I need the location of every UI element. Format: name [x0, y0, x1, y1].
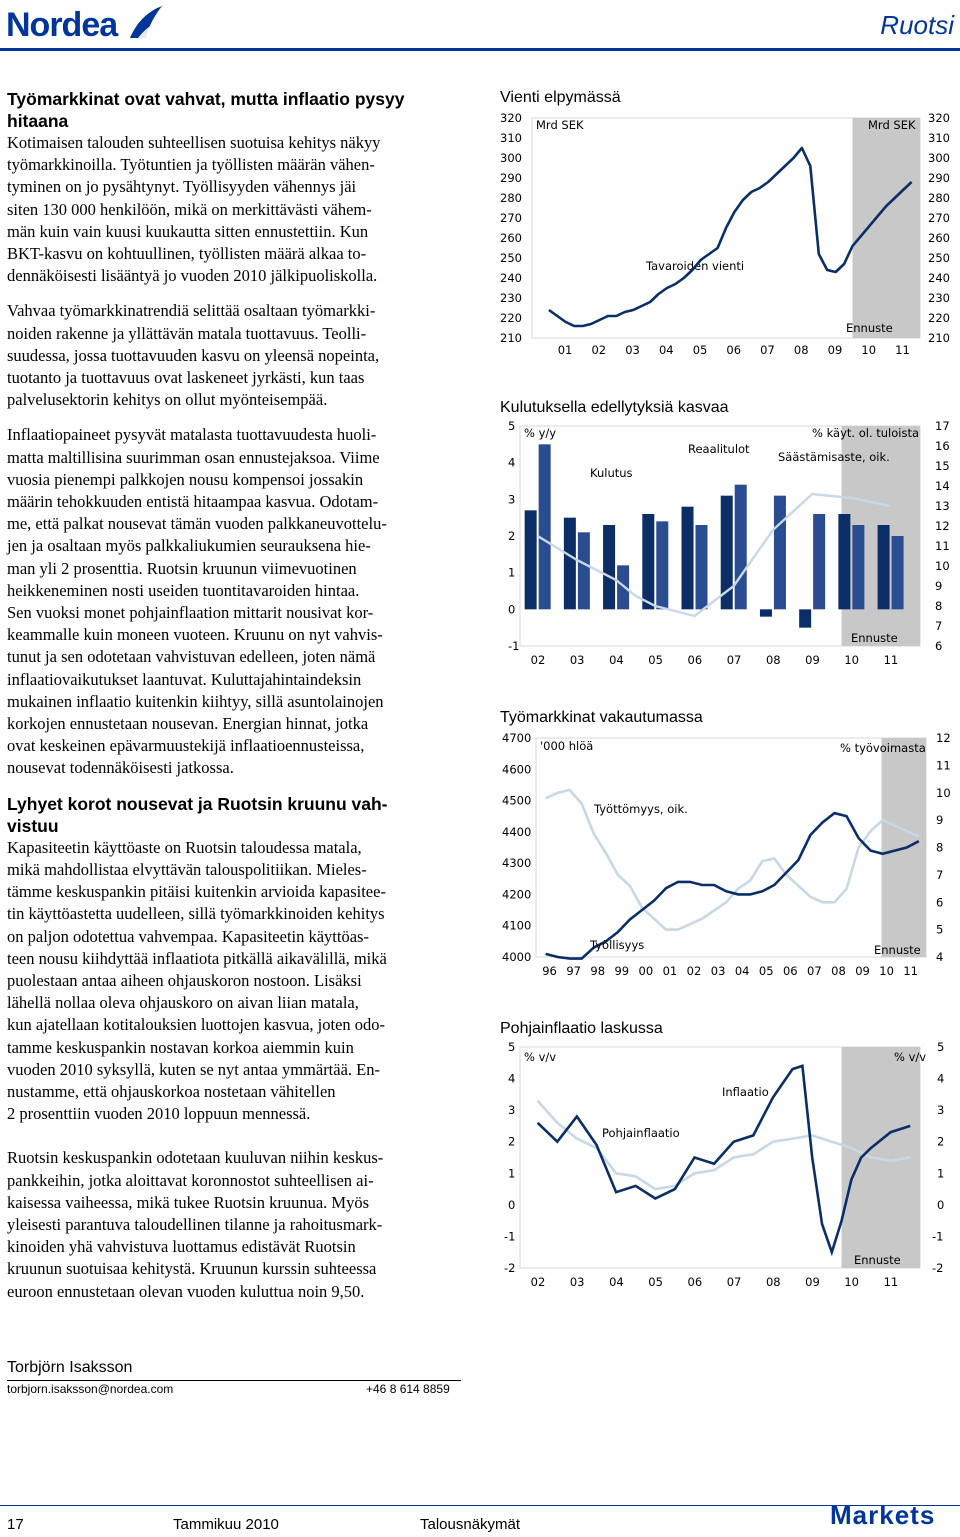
text-line: Inflaatiopaineet pysyvät matalasta tuottavuudesta huoli-: [7, 425, 377, 445]
heading-line: hitaana: [7, 111, 69, 131]
x-tick: 01: [662, 964, 678, 978]
x-tick: 06: [687, 1275, 703, 1289]
text-line: jen ja osaltaan myös palkkaliukumien seurauksena hie-: [7, 536, 371, 556]
chart-consumption-svg: [496, 415, 956, 675]
paragraph-1: [7, 132, 461, 287]
text-line: työmarkkinoilla. Työtuntien ja työllisten määrän vähen-: [7, 155, 375, 175]
y-tick-left: 210: [500, 331, 522, 345]
bar-kulutus: [682, 507, 694, 610]
unit-left: % y/y: [524, 426, 557, 440]
chart-labour: [496, 725, 956, 990]
chart-exports-title: Vienti elpymässä: [500, 89, 621, 106]
y-tick-left: 320: [500, 111, 522, 125]
paragraph-4: [7, 837, 461, 1126]
y-tick-left: 4000: [502, 950, 532, 964]
paragraph-2: [7, 300, 461, 411]
x-tick: 11: [903, 964, 918, 978]
y-tick-left: -2: [504, 1261, 516, 1275]
text-line: teen nousu kiihdyttää inflaatiota pitkällä aikavälillä, mikä: [7, 948, 387, 968]
text-line: mikä mahdollistaa elvyttävän talouspolitiikan. Mieles-: [7, 859, 367, 879]
heading-rates: [7, 793, 461, 837]
x-tick: 97: [566, 964, 581, 978]
region-label: Ruotsi: [880, 10, 954, 40]
text-line: vuoden 2010 syksyllä, kuten se nyt antaa ymmärtää. En-: [7, 1059, 380, 1079]
footer-divider: [0, 1505, 960, 1506]
x-tick: 03: [569, 1275, 585, 1289]
x-tick: 02: [530, 1275, 546, 1289]
heading-labour-market: [7, 88, 461, 132]
bar-reaalitulot: [852, 525, 864, 609]
y-tick-right: 310: [928, 131, 950, 145]
bar-reaalitulot: [774, 496, 786, 610]
text-line: määrin tehokkuuden entistä hitaampaa kasvua. Odotam-: [7, 492, 379, 512]
y-tick-left: 3: [508, 492, 516, 507]
text-line: siten 130 000 henkilöön, mikä on merkittävästi vähem-: [7, 199, 372, 219]
x-tick: 08: [831, 964, 846, 978]
text-line: Sen vuoksi monet pohjainflaation mittarit nousivat kor-: [7, 603, 374, 623]
y-tick-right: 13: [935, 499, 950, 513]
y-tick-left: 270: [500, 211, 522, 225]
y-tick-left: 0: [508, 602, 516, 617]
y-tick-left: 4200: [502, 887, 532, 902]
nordea-sail-icon: [126, 4, 164, 40]
text-line: Ruotsin keskuspankin odotetaan kuuluvan niihin keskus-: [7, 1148, 384, 1168]
text-line: noiden rakenne ja yllättävän matala tuottavuus. Teolli-: [7, 323, 367, 343]
y-tick-right: 320: [928, 111, 950, 125]
x-tick: 10: [861, 343, 877, 357]
bar-kulutus: [799, 609, 811, 627]
y-tick-right: 220: [928, 311, 950, 325]
y-tick-left: 4: [508, 455, 516, 470]
y-tick-left: 4100: [502, 918, 532, 933]
y-tick-right: 270: [928, 211, 950, 225]
bar-kulutus: [642, 514, 654, 609]
series-label-exports: Tavaroiden vienti: [646, 259, 745, 273]
text-line: kun ajatellaan kotitalouksien luottojen kasvua, joten odo-: [7, 1015, 386, 1035]
label-core-inflation: Pohjainflaatio: [602, 1126, 680, 1140]
unit-right: % v/v: [894, 1050, 927, 1064]
text-line: BKT-kasvu on kohtuullinen, työllisten määrä alkaa to-: [7, 244, 367, 264]
y-tick-right: 11: [936, 758, 951, 773]
heading-line: vistuu: [7, 815, 59, 836]
y-tick-right: 12: [935, 519, 950, 533]
y-tick-right: 240: [928, 271, 950, 285]
x-tick: 02: [530, 653, 546, 667]
y-tick-right: 15: [935, 459, 950, 473]
unit-left: '000 hlöä: [540, 739, 594, 753]
x-tick: 04: [734, 964, 750, 978]
author-email[interactable]: torbjorn.isaksson@nordea.com: [7, 1382, 174, 1396]
y-tick-right: 280: [928, 191, 950, 205]
text-line: kinoiden yhä vahvistuva luottamus edistävät Ruotsin: [7, 1237, 356, 1257]
header-divider: [0, 48, 960, 51]
unit-right: % työvoimasta: [840, 741, 926, 755]
y-tick-left: 4: [508, 1071, 516, 1086]
bar-reaalitulot: [892, 536, 904, 609]
label-employment: Työllisyys: [590, 938, 645, 952]
unit-left: % v/v: [524, 1050, 557, 1064]
x-tick: 10: [844, 653, 860, 667]
text-line: man yli 2 prosenttia. Ruotsin kruunun viimevuotinen: [7, 558, 357, 578]
text-line: ovat keskeinen epävarmuustekijä inflaatioennusteissa,: [7, 736, 365, 756]
series-line-employment: [546, 813, 919, 959]
chart-labour-svg: [496, 725, 956, 985]
bar-kulutus: [603, 525, 615, 609]
bar-reaalitulot: [539, 444, 551, 609]
forecast-label: Ennuste: [874, 943, 921, 957]
text-line: on paljon odotettua vahvempaa. Kapasiteetin käyttöas-: [7, 926, 369, 946]
text-line: tin käyttöastetta uudelleen, sillä työmarkkinoiden kehitys: [7, 904, 385, 924]
text-line: suudessa, jossa tuottavuuden kasvu on yleensä nopeinta,: [7, 345, 380, 365]
chart-inflation-title: Pohjainflaatio laskussa: [500, 1020, 663, 1037]
page-number: 17: [7, 1516, 24, 1533]
x-tick: 08: [765, 653, 781, 667]
y-tick-right: 8: [935, 599, 943, 613]
y-tick-right: 10: [935, 559, 950, 573]
x-tick: 10: [844, 1275, 860, 1289]
y-tick-right: 9: [936, 813, 944, 828]
text-line: pankkeihin, jotka aloittavat koronnostot suhteellisen ai-: [7, 1170, 374, 1190]
y-tick-right: 11: [935, 539, 950, 553]
text-line: vuosia pienempi palkkojen nousu kompensoi jossakin: [7, 469, 364, 489]
heading-line: Lyhyet korot nousevat ja Ruotsin kruunu vah-: [7, 793, 388, 814]
text-line: inflaatiovaikutukset laantuvat. Kuluttajahintaindeksin: [7, 669, 362, 689]
y-tick-right: 230: [928, 291, 950, 305]
x-tick: 06: [726, 343, 742, 357]
y-tick-right: 300: [928, 151, 950, 165]
x-tick: 05: [648, 653, 663, 667]
y-tick-right: 2: [937, 1134, 945, 1149]
y-tick-left: 0: [508, 1197, 516, 1212]
label-kulutus: Kulutus: [590, 466, 633, 480]
y-tick-left: 4400: [502, 824, 532, 839]
label-inflation: Inflaatio: [722, 1085, 769, 1099]
x-tick: 03: [569, 653, 585, 667]
y-tick-right: 14: [935, 479, 950, 493]
bar-reaalitulot: [735, 485, 747, 610]
x-tick: 08: [793, 343, 809, 357]
x-tick: 02: [591, 343, 607, 357]
chart-consumption: [496, 415, 956, 680]
x-tick: 11: [895, 343, 910, 357]
text-line: dennäköisesti lisääntyä jo vuoden 2010 jälkipuoliskolla.: [7, 266, 378, 286]
x-tick: 04: [609, 1275, 624, 1289]
y-tick-right: 7: [936, 867, 944, 882]
y-tick-right: 6: [936, 895, 944, 910]
bar-kulutus: [760, 609, 772, 616]
x-tick: 99: [614, 964, 630, 978]
y-tick-left: 5: [508, 1040, 516, 1054]
x-tick: 07: [726, 653, 742, 667]
y-tick-right: 290: [928, 171, 950, 185]
x-tick: 09: [805, 653, 820, 667]
x-tick: 07: [807, 964, 822, 978]
text-line: heikkeneminen nosti useiden tuontitavaroiden hintaa.: [7, 580, 360, 600]
y-tick-right: 9: [935, 579, 943, 593]
text-line: tunut ja sen odotetaan vahvistuvan edelleen, joten nämä: [7, 647, 376, 667]
y-tick-left: 1: [508, 1166, 516, 1181]
unit-left: Mrd SEK: [536, 118, 584, 132]
y-tick-right: 17: [935, 419, 950, 433]
text-line: yleisesti parantuva taloudellinen tilanne ja rahoitusmark-: [7, 1214, 383, 1234]
logo-text: Nordea: [6, 6, 118, 44]
x-tick: 03: [710, 964, 726, 978]
x-tick: 05: [648, 1275, 663, 1289]
unit-right: Mrd SEK: [868, 118, 916, 132]
y-tick-left: 310: [500, 131, 522, 145]
y-tick-right: 1: [937, 1166, 945, 1181]
y-tick-left: -1: [508, 639, 520, 653]
y-tick-left: 260: [500, 231, 522, 245]
bar-kulutus: [525, 510, 537, 609]
x-tick: 11: [883, 1275, 899, 1289]
y-tick-left: 240: [500, 271, 522, 285]
y-tick-left: 4500: [502, 793, 532, 808]
x-tick: 04: [658, 343, 674, 357]
y-tick-right: 7: [935, 619, 943, 633]
markets-logo: Markets: [830, 1500, 936, 1530]
footer-publication: Talousnäkymät: [420, 1516, 521, 1533]
heading-line: Työmarkkinat ovat vahvat, mutta inflaatio pysyy: [7, 89, 405, 109]
x-tick: 09: [827, 343, 843, 357]
chart-exports: [496, 105, 956, 370]
text-line: euroon ennustetaan olevan vuoden kuluttua noin 9,50.: [7, 1281, 365, 1301]
label-unemployment: Työttömyys, oik.: [594, 802, 688, 816]
x-tick: 06: [687, 653, 703, 667]
x-tick: 05: [758, 964, 774, 978]
bar-reaalitulot: [813, 514, 825, 609]
text-line: lähellä nollaa oleva ohjauskoro on aivan liian matala,: [7, 993, 359, 1013]
author-name: Torbjörn Isaksson: [7, 1359, 133, 1376]
bar-reaalitulot: [578, 532, 590, 609]
y-tick-right: 210: [928, 331, 950, 345]
bar-kulutus: [564, 518, 576, 610]
forecast-label: Ennuste: [851, 631, 898, 645]
text-line: matta maltillisina suurimman osan ennustejaksoa. Viime: [7, 447, 380, 467]
x-tick: 07: [726, 1275, 742, 1289]
text-line: Kapasiteetin käyttöaste on Ruotsin taloudessa matala,: [7, 837, 362, 857]
text-line: tyminen on jo pysähtynyt. Työllisyyden vähennys jäi: [7, 177, 357, 197]
y-tick-right: 10: [936, 785, 951, 800]
y-tick-right: 260: [928, 231, 950, 245]
x-tick: 09: [855, 964, 870, 978]
x-tick: 96: [542, 964, 557, 978]
x-tick: 07: [760, 343, 775, 357]
series-line-savings: [538, 494, 891, 616]
x-tick: 06: [782, 964, 798, 978]
x-tick: 98: [590, 964, 606, 978]
footer-date: Tammikuu 2010: [173, 1516, 279, 1533]
x-tick: 05: [692, 343, 708, 357]
text-line: mukainen inflaatio kuitenkin kiihtyy, sillä asuntolainojen: [7, 691, 384, 711]
text-line: keammalle kuin moneen vuoteen. Kruunu on nyt vahvis-: [7, 625, 383, 645]
text-line: puolestaan antaa aiheen ohjauskoron nostoon. Lisäksi: [7, 970, 362, 990]
paragraph-5: [7, 1147, 461, 1302]
text-line: nousevat todennäköisesti jatkossa.: [7, 758, 234, 778]
nordea-logo: [6, 4, 166, 44]
y-tick-left: 5: [508, 419, 516, 433]
text-line: 2 prosenttiin vuoden 2010 loppuun mennessä.: [7, 1104, 311, 1124]
unit-right: % käyt. ol. tuloista: [812, 426, 920, 440]
author-phone: +46 8 614 8859: [366, 1382, 450, 1396]
text-line: tamme keskuspankin nostavan korkoa aiemmin kuin: [7, 1037, 354, 1057]
bar-kulutus: [838, 514, 850, 609]
y-tick-left: 300: [500, 151, 522, 165]
text-line: tämme keskuspankin pitäisi kuitenkin arvioida kapasitee-: [7, 882, 386, 902]
y-tick-right: 5: [937, 1040, 945, 1054]
y-tick-right: 8: [936, 840, 944, 855]
x-tick: 02: [686, 964, 702, 978]
y-tick-left: -1: [504, 1229, 516, 1244]
y-tick-left: 250: [500, 251, 522, 265]
y-tick-right: -1: [932, 1229, 944, 1244]
y-tick-right: 3: [937, 1103, 945, 1118]
y-tick-right: 4: [936, 950, 944, 964]
forecast-label: Ennuste: [846, 321, 893, 335]
text-line: me, että palkat nousevat tämän vuoden palkkaneuvottelu-: [7, 514, 387, 534]
x-tick: 04: [609, 653, 624, 667]
x-tick: 00: [638, 964, 654, 978]
y-tick-right: 16: [935, 439, 950, 453]
y-tick-left: 2: [508, 529, 516, 543]
label-reaalitulot: Reaalitulot: [688, 442, 750, 456]
text-line: kruunun suotuisaa kehitystä. Kruunun kurssin suhteessa: [7, 1259, 377, 1279]
text-line: tuotanto ja tuottavuus ovat laskeneet jyrkästi, kun taas: [7, 368, 365, 388]
y-tick-right: 5: [936, 922, 944, 937]
chart-consumption-title: Kulutuksella edellytyksiä kasvaa: [500, 399, 729, 416]
x-tick: 10: [879, 964, 894, 978]
text-line: män kuin vain kuusi kuukautta sitten ennustettiin. Kun: [7, 221, 369, 241]
author-divider: [7, 1380, 461, 1381]
bar-reaalitulot: [696, 525, 708, 609]
text-line: Vahvaa työmarkkinatrendiä selittää osaltaan työmarkki-: [7, 301, 376, 321]
y-tick-left: 230: [500, 291, 522, 305]
chart-inflation-svg: [496, 1036, 956, 1296]
y-tick-left: 290: [500, 171, 522, 185]
chart-labour-title: Työmarkkinat vakautumassa: [500, 709, 703, 726]
y-tick-right: -2: [932, 1261, 944, 1275]
x-tick: 01: [557, 343, 573, 357]
text-line: nustamme, että ohjauskorkoa nostetaan vähitellen: [7, 1081, 336, 1101]
y-tick-right: 12: [936, 731, 951, 745]
bar-reaalitulot: [656, 521, 668, 609]
forecast-area: [853, 118, 920, 338]
y-tick-left: 280: [500, 191, 522, 205]
text-line: kaisessa vaiheessa, mikä tukee Ruotsin kruunua. Myös: [7, 1192, 370, 1212]
article-column: [7, 88, 461, 1303]
y-tick-left: 220: [500, 311, 522, 325]
text-line: korkojen ennustetaan nousevan. Energian hinnat, jotka: [7, 714, 369, 734]
chart-inflation: [496, 1036, 956, 1301]
x-tick: 09: [805, 1275, 820, 1289]
bar-kulutus: [878, 525, 890, 609]
y-tick-left: 4600: [502, 762, 532, 777]
forecast-label: Ennuste: [854, 1253, 901, 1267]
y-tick-right: 250: [928, 251, 950, 265]
y-tick-left: 3: [508, 1103, 516, 1118]
x-tick: 11: [883, 653, 899, 667]
y-tick-left: 1: [508, 565, 516, 580]
text-line: Kotimaisen talouden suhteellisen suotuisa kehitys näkyy: [7, 133, 381, 152]
y-tick-right: 4: [937, 1071, 945, 1086]
chart-exports-svg: [496, 105, 956, 365]
y-tick-right: 0: [937, 1197, 945, 1212]
y-tick-right: 6: [935, 639, 943, 653]
text-line: palvelusektorin kehitys on ollut myönteisempää.: [7, 390, 328, 410]
y-tick-left: 4700: [502, 731, 532, 745]
label-savings: Säästämisaste, oik.: [778, 450, 890, 464]
bar-reaalitulot: [617, 565, 629, 609]
paragraph-3: [7, 424, 461, 779]
x-tick: 03: [625, 343, 640, 357]
y-tick-left: 4300: [502, 856, 532, 871]
y-tick-left: 2: [508, 1134, 516, 1149]
x-tick: 08: [765, 1275, 781, 1289]
